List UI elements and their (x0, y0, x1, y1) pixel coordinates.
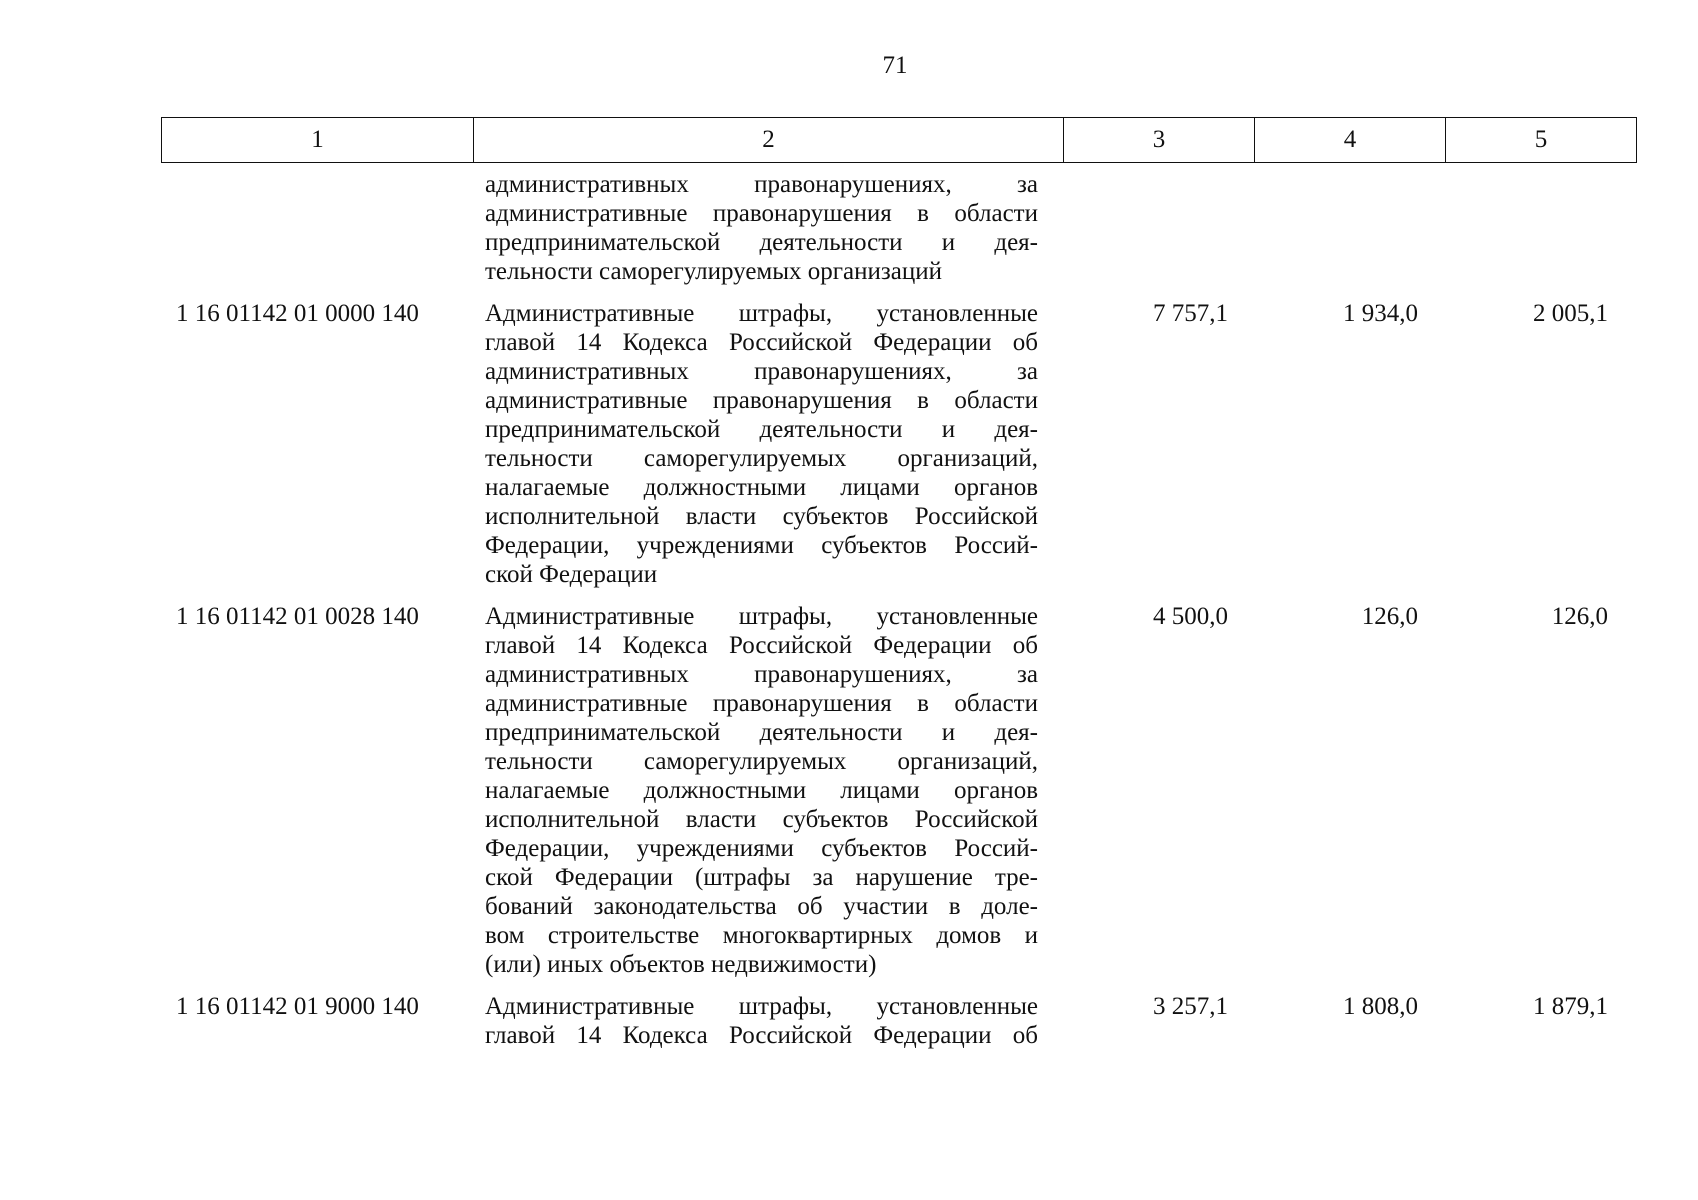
row-value-col-3: 4 500,0 (1153, 603, 1228, 630)
description-line: административных правонарушениях, за (485, 358, 1038, 385)
description-line: тельности саморегулируемых организаций (485, 258, 942, 285)
row-value-col-3: 3 257,1 (1153, 993, 1228, 1020)
row-description (461, 299, 1050, 589)
row-description (461, 602, 1050, 979)
table-row (161, 602, 1631, 979)
row-value-col-3: 7 757,1 (1153, 300, 1228, 327)
description-line: Административные штрафы, установленные (485, 993, 1038, 1020)
description-line: бований законодательства об участии в доле- (485, 893, 1038, 920)
header-col-1: 1 (162, 118, 474, 163)
table-body (161, 170, 1631, 1063)
description-line: налагаемые должностными лицами органов (485, 777, 1038, 804)
row-code: 1 16 01142 01 9000 140 (176, 993, 419, 1020)
page-number: 71 (882, 52, 908, 79)
row-description (461, 992, 1050, 1050)
description-line: Федерации, учреждениями субъектов Россий- (485, 532, 1038, 559)
row-value-col-5: 126,0 (1551, 603, 1608, 630)
description-line: предпринимательской деятельности и дея- (485, 416, 1038, 443)
row-code: 1 16 01142 01 0000 140 (176, 300, 419, 327)
row-value-col-4: 1 934,0 (1343, 300, 1418, 327)
description-line: (или) иных объектов недвижимости) (485, 951, 877, 978)
row-value-col-5: 2 005,1 (1533, 300, 1608, 327)
description-line: предпринимательской деятельности и дея- (485, 229, 1038, 256)
description-line: предпринимательской деятельности и дея- (485, 719, 1038, 746)
description-line: тельности саморегулируемых организаций, (485, 445, 1038, 472)
description-line: административных правонарушениях, за (485, 171, 1038, 198)
row-value-col-5: 1 879,1 (1533, 993, 1608, 1020)
description-line: тельности саморегулируемых организаций, (485, 748, 1038, 775)
description-line: Административные штрафы, установленные (485, 300, 1038, 327)
row-code: 1 16 01142 01 0028 140 (176, 603, 419, 630)
description-line: административные правонарушения в области (485, 690, 1038, 717)
table-row (161, 170, 1631, 286)
description-line: административные правонарушения в области (485, 200, 1038, 227)
table-row (161, 992, 1631, 1050)
description-line: вом строительстве многоквартирных домов и (485, 922, 1038, 949)
description-line: ской Федерации (штрафы за нарушение тре- (485, 864, 1038, 891)
description-line: административные правонарушения в области (485, 387, 1038, 414)
row-value-col-4: 126,0 (1361, 603, 1418, 630)
header-col-5: 5 (1446, 118, 1637, 163)
description-line: ской Федерации (485, 561, 658, 588)
row-description (461, 170, 1050, 286)
header-col-4: 4 (1255, 118, 1446, 163)
description-line: главой 14 Кодекса Российской Федерации об (485, 329, 1038, 356)
table-header (161, 117, 1637, 163)
description-line: главой 14 Кодекса Российской Федерации об (485, 632, 1038, 659)
description-line: Административные штрафы, установленные (485, 603, 1038, 630)
description-line: налагаемые должностными лицами органов (485, 474, 1038, 501)
description-line: главой 14 Кодекса Российской Федерации об (485, 1022, 1038, 1049)
header-col-3: 3 (1064, 118, 1255, 163)
table-row (161, 299, 1631, 589)
description-line: административных правонарушениях, за (485, 661, 1038, 688)
description-line: Федерации, учреждениями субъектов Россий- (485, 835, 1038, 862)
header-col-2: 2 (474, 118, 1064, 163)
description-line: исполнительной власти субъектов Российской (485, 503, 1038, 530)
description-line: исполнительной власти субъектов Российской (485, 806, 1038, 833)
row-value-col-4: 1 808,0 (1343, 993, 1418, 1020)
